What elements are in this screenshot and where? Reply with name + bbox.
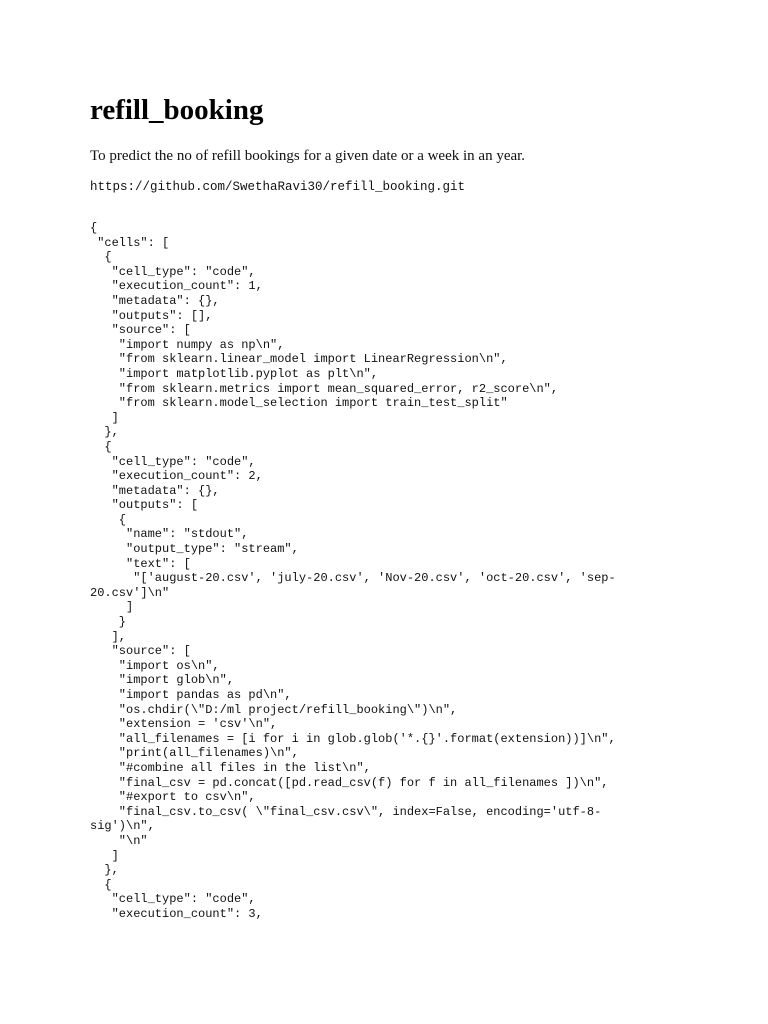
code-line: }, xyxy=(90,425,119,440)
code-line: "os.chdir(\"D:/ml project/refill_booking\")\n", xyxy=(90,702,458,717)
page-description: To predict the no of refill bookings for a given date or a week in an year. xyxy=(90,148,526,164)
code-line: "execution_count": 2, xyxy=(90,469,263,484)
code-line: "final_csv.to_csv( \"final_csv.csv\", index=False, encoding='utf-8- xyxy=(90,804,602,819)
code-line: "['august-20.csv', 'july-20.csv', 'Nov-20.csv', 'oct-20.csv', 'sep- xyxy=(90,571,616,586)
code-line: }, xyxy=(90,863,119,878)
code-line: { xyxy=(90,877,112,892)
code-line: "\n" xyxy=(90,833,148,848)
document-page xyxy=(90,92,690,922)
code-line: "cell_type": "code", xyxy=(90,892,256,907)
code-line: "name": "stdout", xyxy=(90,527,249,542)
code-line: { xyxy=(90,250,112,265)
code-line: ], xyxy=(90,629,127,644)
code-line: "outputs": [ xyxy=(90,498,199,513)
code-line: "from sklearn.linear_model import LinearRegression\n", xyxy=(90,352,508,367)
code-line: "outputs": [], xyxy=(90,308,213,323)
code-line: "import numpy as np\n", xyxy=(90,337,285,352)
code-line: sig')\n", xyxy=(90,819,155,834)
code-line: "import glob\n", xyxy=(90,673,235,688)
code-line: "from sklearn.metrics import mean_squared_error, r2_score\n", xyxy=(90,381,559,396)
code-line: "import pandas as pd\n", xyxy=(90,688,292,702)
code-line: "source": [ xyxy=(90,644,191,659)
code-block xyxy=(90,221,690,922)
code-line: "execution_count": 1, xyxy=(90,279,263,294)
code-line: "cells": [ xyxy=(90,235,170,250)
code-line: 20.csv']\n" xyxy=(90,585,170,600)
code-line: "extension = 'csv'\n", xyxy=(90,717,278,732)
code-line: "from sklearn.model_selection import train_test_split" xyxy=(90,396,508,411)
code-line: ] xyxy=(90,848,119,863)
code-line: "cell_type": "code", xyxy=(90,264,256,279)
code-line: { xyxy=(90,512,127,527)
code-line: "cell_type": "code", xyxy=(90,454,256,469)
code-line: ] xyxy=(90,600,134,615)
code-line: "output_type": "stream", xyxy=(90,542,299,557)
code-line: "import os\n", xyxy=(90,658,220,673)
code-line: "source": [ xyxy=(90,323,191,338)
code-line: "text": [ xyxy=(90,556,191,571)
code-line: "metadata": {}, xyxy=(90,483,220,498)
code-line: "#export to csv\n", xyxy=(90,790,256,805)
code-line: "import matplotlib.pyplot as plt\n", xyxy=(90,366,379,381)
code-line: "print(all_filenames)\n", xyxy=(90,746,299,761)
repo-link[interactable]: https://github.com/SwethaRavi30/refill_booking.git xyxy=(90,180,466,194)
code-line: "all_filenames = [i for i in glob.glob('*.{}'.format(extension))]\n", xyxy=(90,731,616,746)
code-line: "execution_count": 3, xyxy=(90,906,263,921)
code-line: "metadata": {}, xyxy=(90,293,220,308)
code-line: } xyxy=(90,615,127,630)
code-line: "final_csv = pd.concat([pd.read_csv(f) for f in all_filenames ])\n", xyxy=(90,775,609,790)
code-line: { xyxy=(90,439,112,454)
code-line: ] xyxy=(90,410,119,425)
page-title: refill_booking xyxy=(90,94,264,126)
code-line: "#combine all files in the list\n", xyxy=(90,760,371,775)
code-line: { xyxy=(90,221,98,235)
